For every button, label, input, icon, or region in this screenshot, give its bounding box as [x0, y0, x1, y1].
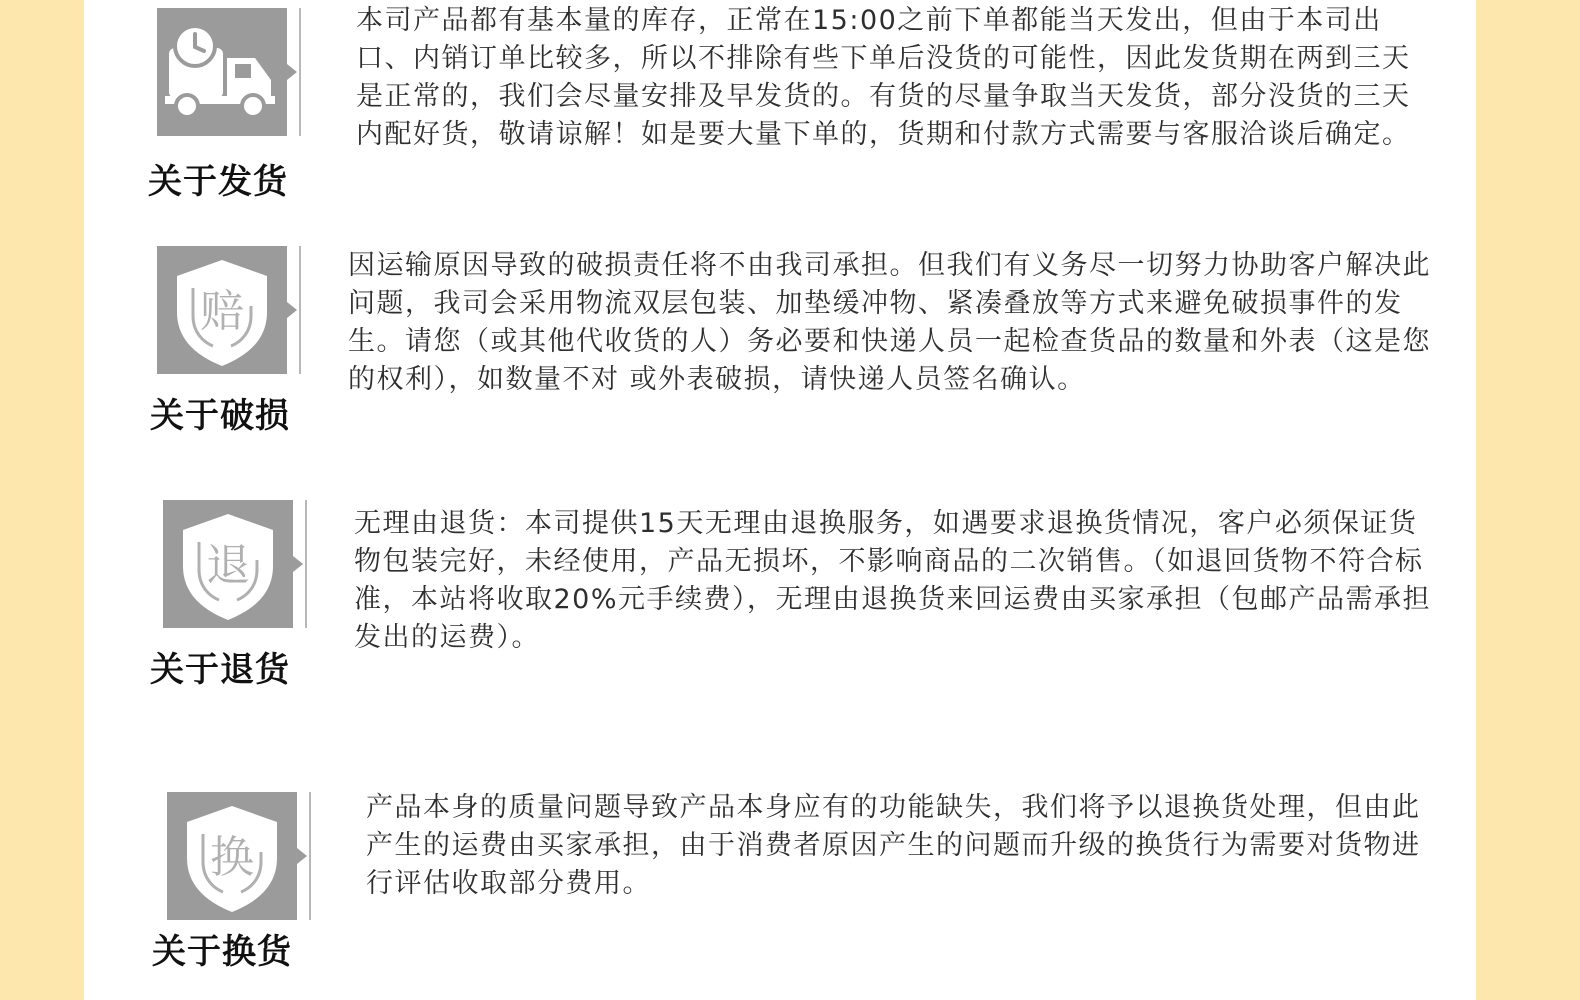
pointer-arrow-icon [297, 848, 307, 864]
divider [299, 246, 301, 374]
damage-text: 因运输原因导致的破损责任将不由我司承担。但我们有义务尽一切努力协助客户解决此问题，我司会采用物流双层包装、加垫缓冲物、紧凑叠放等方式来避免破损事件的发生。请您（或其他代收货的人）务必要和快递人员一起检查货品的数量和外表（这是您的权利），如数量不对 或外表破损，请快递人员签名确认。 [348, 250, 1431, 395]
return-title: 关于退货 [150, 650, 290, 690]
return-text: 无理由退货：本司提供15天无理由退换服务，如遇要求退换货情况，客户必须保证货物包装完好，未经使用，产品无损坏，不影响商品的二次销售。（如退回货物不符合标准，本站将收取20%元手续费），无理由退换货来回运费由买家承担（包邮产品需承担发出的运费）。 [354, 508, 1432, 653]
svg-text:退: 退 [206, 540, 250, 591]
delivery-truck-clock-icon [157, 8, 287, 136]
damage-title: 关于破损 [150, 396, 290, 436]
pointer-arrow-icon [293, 556, 303, 572]
return-shield-icon [163, 500, 293, 628]
exchange-text: 产品本身的质量问题导致产品本身应有的功能缺失，我们将予以退换货处理，但由此产生的运费由买家承担，由于消费者原因产生的问题而升级的换货行为需要对货物进行评估收取部分费用。 [366, 792, 1421, 899]
pointer-arrow-icon [287, 64, 297, 80]
svg-text:换: 换 [210, 832, 254, 883]
shipping-text: 本司产品都有基本量的库存，正常在15:00之前下单都能当天发出，但由于本司出口、内销订单比较多，所以不排除有些下单后没货的可能性，因此发货期在两到三天是正常的，我们会尽量安排及早发货的。有货的尽量争取当天发货，部分没货的三天内配好货，敬请谅解！如是要大量下单的，货期和付款方式需要与客服洽谈后确定。 [356, 5, 1411, 150]
policy-panel [84, 0, 1476, 1000]
exchange-title: 关于换货 [152, 932, 292, 972]
divider [309, 792, 311, 920]
divider [305, 500, 307, 628]
exchange-shield-icon [167, 792, 297, 920]
compensation-shield-icon [157, 246, 287, 374]
svg-text:赔: 赔 [200, 286, 244, 337]
pointer-arrow-icon [287, 302, 297, 318]
shipping-title: 关于发货 [148, 162, 288, 202]
divider [299, 8, 301, 136]
